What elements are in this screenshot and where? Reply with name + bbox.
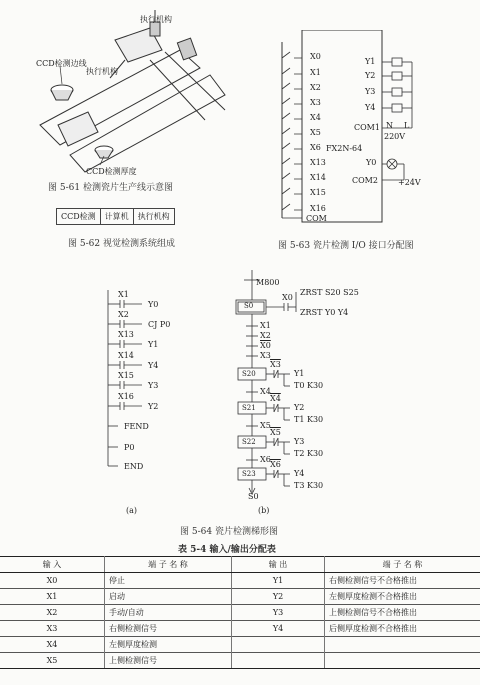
- input-label: X5: [310, 128, 321, 137]
- fig-5-64-caption: 图 5-64 瓷片检测梯形图: [180, 527, 278, 537]
- com2-label: COM2: [352, 176, 378, 185]
- transition-label: X4: [260, 387, 271, 396]
- header-terminal-name-2: 端 子 名 称: [325, 557, 480, 573]
- cell-output-name: [325, 653, 480, 669]
- cell-input: X5: [0, 653, 105, 669]
- cell-output-name: [325, 637, 480, 653]
- cell-input: X3: [0, 621, 105, 637]
- io-assignment-table: [0, 556, 480, 669]
- fig-5-63-caption: 图 5-63 瓷片检测 I/O 接口分配图: [278, 241, 414, 251]
- input-label: X14: [310, 173, 326, 182]
- coil-label: Y4: [148, 361, 159, 370]
- sub-b: (b): [258, 506, 270, 515]
- cell-output-name: 上侧检测信号不合格推出: [325, 605, 480, 621]
- fig-5-64b: [230, 270, 390, 515]
- fig-5-62-caption: 图 5-62 视觉检测系统组成: [68, 239, 175, 249]
- coil-label: CJ P0: [148, 320, 171, 329]
- cell-input-name: 右侧检测信号: [105, 621, 232, 637]
- nc-contact-label: X4: [270, 394, 281, 403]
- coil-label: Y0: [148, 300, 159, 309]
- cell-input-name: 手动/自动: [105, 605, 232, 621]
- table-header-row: [0, 557, 480, 573]
- plc-model: FX2N-64: [326, 144, 363, 153]
- output-label: Y4: [365, 103, 376, 112]
- com1-label: COM1: [354, 123, 380, 132]
- fig-5-61: [0, 0, 240, 200]
- input-label: X13: [310, 158, 326, 167]
- nc-contact-label: X6: [270, 460, 281, 469]
- block-actuator: 执行机构: [133, 209, 174, 225]
- end-label: END: [124, 462, 144, 471]
- cell-input-name: 启动: [105, 589, 232, 605]
- output-y-label: Y2: [294, 403, 305, 412]
- voltage-220v: 220V: [384, 132, 406, 141]
- coil-label: Y2: [148, 402, 159, 411]
- cell-output-name: 后侧厚度检测不合格推出: [325, 621, 480, 637]
- fend-label: FEND: [124, 422, 149, 431]
- input-label: X2: [310, 83, 321, 92]
- sub-a: (a): [126, 506, 138, 515]
- label-exec-top: 执行机构: [140, 15, 172, 24]
- cell-output: Y2: [232, 589, 325, 605]
- nc-contact-label: X3: [270, 360, 281, 369]
- timer-label: T0 K30: [294, 381, 324, 390]
- input-label: X0: [310, 52, 321, 61]
- transition-label: X0: [260, 341, 271, 350]
- header-input: 输 入: [0, 557, 105, 573]
- output-y-label: Y1: [294, 369, 305, 378]
- contact-label: X13: [118, 330, 134, 339]
- cell-output-name: 右侧检测信号不合格推出: [325, 573, 480, 589]
- contact-label: X1: [118, 290, 129, 299]
- table-5-4-title: 表 5-4 输入/输出分配表: [178, 545, 276, 555]
- header-terminal-name-1: 端 子 名 称: [105, 557, 232, 573]
- input-label: X3: [310, 98, 321, 107]
- step-label: S23: [242, 470, 256, 478]
- coil-label: Y3: [148, 381, 159, 390]
- table-row: [0, 653, 480, 669]
- output-label: Y2: [365, 71, 376, 80]
- cell-input: X0: [0, 573, 105, 589]
- label-ccd-edge: CCD检测边线: [36, 59, 87, 68]
- transition-label: X6: [260, 455, 271, 464]
- table-row: [0, 637, 480, 653]
- cell-output: [232, 653, 325, 669]
- contact-label: X14: [118, 351, 134, 360]
- timer-label: T2 K30: [294, 449, 324, 458]
- voltage-24v: +24V: [398, 178, 421, 187]
- transition-label: X2: [260, 331, 271, 340]
- output-y-label: Y4: [294, 469, 305, 478]
- block-computer: 计算机: [100, 209, 133, 225]
- table-row: [0, 605, 480, 621]
- n-label: N: [386, 121, 393, 130]
- header-output: 输 出: [232, 557, 325, 573]
- step-label: S22: [242, 438, 256, 446]
- contact-label: X16: [118, 392, 134, 401]
- input-label: X1: [310, 68, 321, 77]
- output-label: Y1: [365, 57, 376, 66]
- s0-label: S0: [244, 302, 254, 310]
- production-line-sketch: [0, 0, 240, 180]
- cell-input: X2: [0, 605, 105, 621]
- cell-input: X4: [0, 637, 105, 653]
- input-label: X4: [310, 113, 321, 122]
- step-label: S21: [242, 404, 256, 412]
- cell-output: Y3: [232, 605, 325, 621]
- transition-label: X5: [260, 421, 271, 430]
- zrst-1: ZRST S20 S25: [300, 288, 359, 297]
- table-row: [0, 621, 480, 637]
- output-label: Y3: [365, 87, 376, 96]
- block-ccd: CCD检测: [57, 209, 101, 225]
- l-label: L: [404, 121, 410, 130]
- cell-output: [232, 637, 325, 653]
- nc-contact-label: X5: [270, 428, 281, 437]
- label-exec-mid: 执行机构: [86, 67, 118, 76]
- cell-input-name: 停止: [105, 573, 232, 589]
- fig-5-61-caption: 图 5-61 检测瓷片生产线示意图: [48, 183, 173, 193]
- p0-label: P0: [124, 443, 135, 452]
- m800-label: M800: [256, 278, 280, 287]
- timer-label: T1 K30: [294, 415, 324, 424]
- table-row: [0, 589, 480, 605]
- zrst-2: ZRST Y0 Y4: [300, 308, 349, 317]
- contact-label: X2: [118, 310, 129, 319]
- x0-contact-label: X0: [282, 293, 293, 302]
- label-ccd-thick: CCD检测厚度: [86, 167, 137, 176]
- y0-label: Y0: [366, 158, 377, 167]
- cell-input-name: 上侧检测信号: [105, 653, 232, 669]
- fig-5-63: [280, 30, 480, 260]
- transition-label: X1: [260, 321, 271, 330]
- cell-input: X1: [0, 589, 105, 605]
- return-s0-label: S0: [248, 492, 259, 501]
- cell-input-name: 左侧厚度检测: [105, 637, 232, 653]
- fig-5-62-blocks: [56, 208, 175, 225]
- contact-label: X15: [118, 371, 134, 380]
- input-label: COM: [306, 214, 327, 223]
- cell-output: Y4: [232, 621, 325, 637]
- table-row: [0, 573, 480, 589]
- timer-label: T3 K30: [294, 481, 324, 490]
- input-label: X16: [310, 204, 326, 213]
- coil-label: Y1: [148, 340, 159, 349]
- fig-5-64a: [100, 290, 200, 515]
- input-label: X15: [310, 188, 326, 197]
- step-label: S20: [242, 370, 256, 378]
- cell-output-name: 左侧厚度检测不合格推出: [325, 589, 480, 605]
- transition-label: X3: [260, 351, 271, 360]
- output-y-label: Y3: [294, 437, 305, 446]
- cell-output: Y1: [232, 573, 325, 589]
- input-label: X6: [310, 143, 321, 152]
